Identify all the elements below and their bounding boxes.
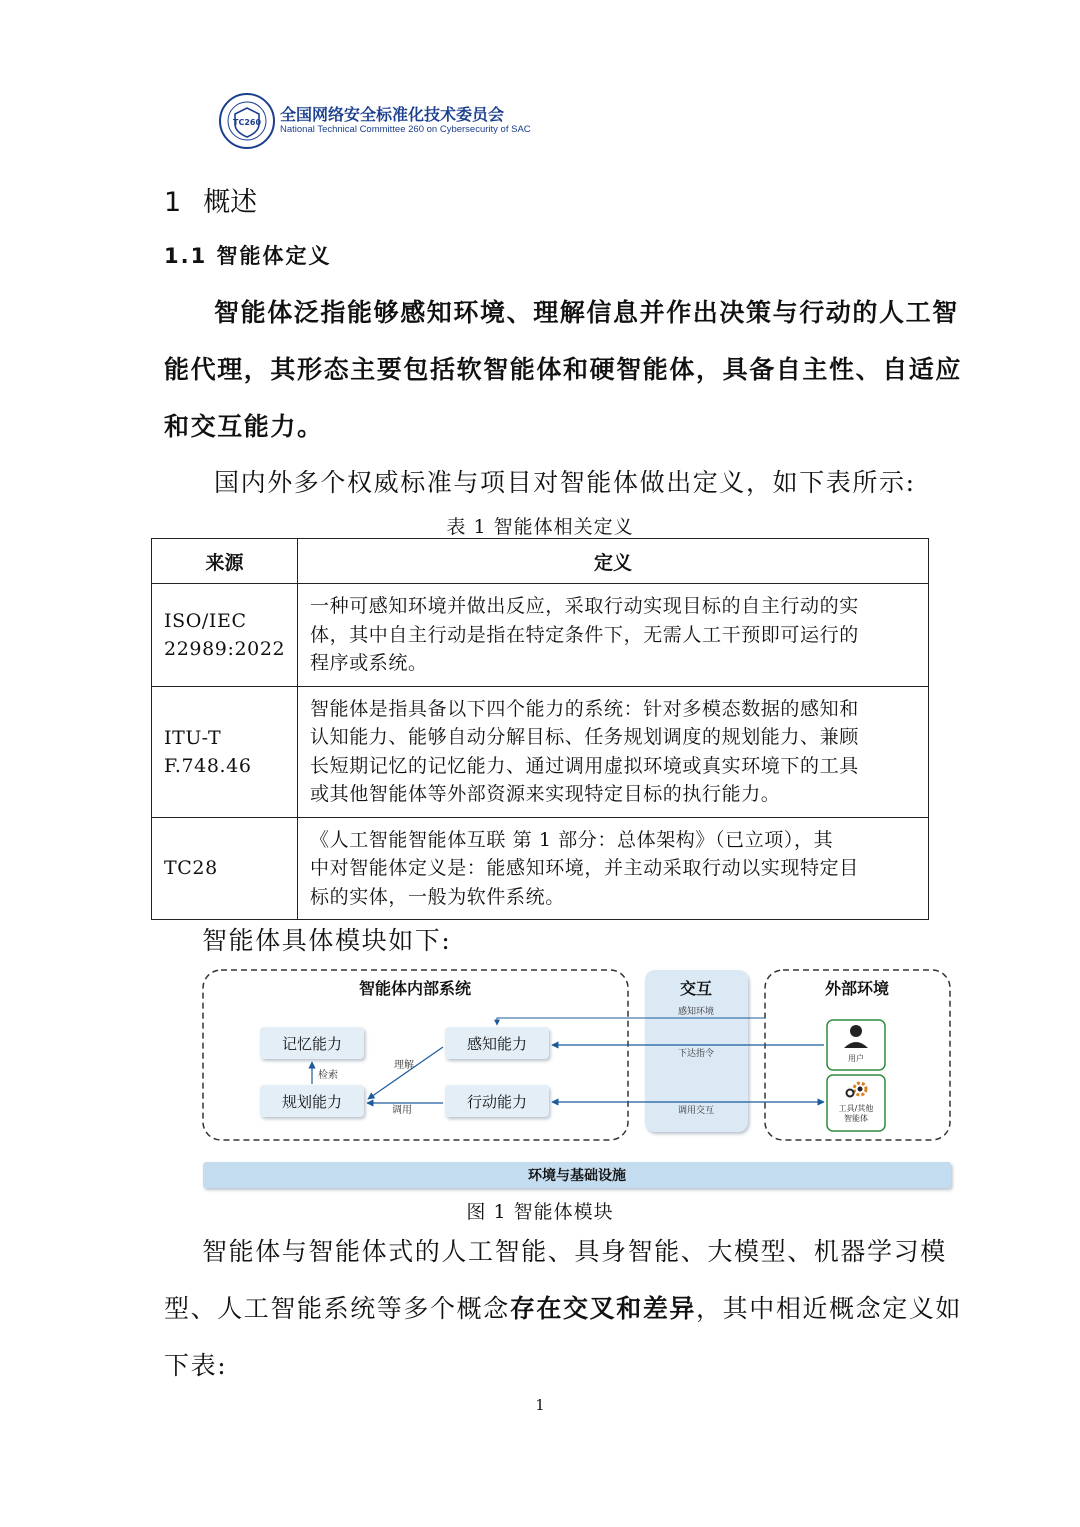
source-cell: ITU-T F.748.46 [152, 686, 298, 817]
intro-line-3: 和交互能力。 [164, 412, 324, 441]
invoke-label: 调用 [392, 1105, 412, 1116]
org-name-en: National Technical Committee 260 on Cybersecurity of SAC [280, 124, 531, 135]
table-row [152, 584, 929, 687]
table-intro: 国内外多个权威标准与项目对智能体做出定义，如下表所示: [214, 468, 916, 497]
agent-module-diagram [200, 965, 955, 1195]
sense-env-label: 感知环境 [677, 1007, 715, 1017]
subsection-title: 智能体定义 [216, 244, 332, 268]
issue-cmd-label: 下达指令 [677, 1049, 715, 1059]
header-source: 来源 [152, 539, 298, 584]
planning-label: 规划能力 [281, 1093, 343, 1111]
header-logo [218, 92, 548, 150]
concepts-line-2: 型、人工智能系统等多个概念存在交叉和差异，其中相近概念定义如 [164, 1294, 963, 1323]
tools-label-2: 智能体 [844, 1114, 868, 1123]
user-label: 用户 [848, 1054, 864, 1063]
understand-label: 理解 [394, 1060, 414, 1071]
source-cell: ISO/IEC 22989:2022 [152, 584, 298, 687]
definition-cell: 《人工智能智能体互联 第 1 部分：总体架构》（已立项），其 中对智能体定义是：能感知环境，并主动采取行动以实现特定目 标的实体，一般为软件系统。 [298, 817, 929, 920]
infrastructure-label: 环境与基础设施 [528, 1168, 626, 1184]
table-caption: 表 1 智能体相关定义 [446, 516, 634, 538]
tc260-seal-icon [218, 92, 276, 150]
table-row [152, 686, 929, 817]
module-intro: 智能体具体模块如下: [202, 926, 452, 955]
definition-cell: 一种可感知环境并做出反应，采取行动实现目标的自主行动的实 体，其中自主行动是指在特定条件下，无需人工干预即可运行的 程序或系统。 [298, 584, 929, 687]
subsection-number: 1.1 [164, 244, 208, 268]
interaction-title: 交互 [679, 979, 713, 998]
emphasis-text: 存在交叉和差异 [509, 1294, 697, 1323]
table-header-row [152, 539, 929, 584]
intro-line-2: 能代理，其形态主要包括软智能体和硬智能体，具备自主性、自适应 [164, 355, 963, 384]
svg-text:TC260: TC260 [232, 118, 262, 127]
internal-system-title: 智能体内部系统 [358, 979, 472, 998]
perception-label: 感知能力 [466, 1035, 528, 1053]
section-title: 概述 [203, 187, 258, 218]
concepts-line-1: 智能体与智能体式的人工智能、具身智能、大模型、机器学习模 [202, 1237, 947, 1266]
definition-cell: 智能体是指具备以下四个能力的系统：针对多模态数据的感知和 认知能力、能够自动分解目标、任务规划调度的规划能力、兼顾 长短期记忆的记忆能力、通过调用虚拟环境或真实环境下的工具 或其他智能体等外部资源来实现特定目标的执行能力。 [298, 686, 929, 817]
definitions-table [151, 538, 929, 920]
intro-line-1: 智能体泛指能够感知环境、理解信息并作出决策与行动的人工智 [214, 298, 959, 327]
concepts-line-3: 下表: [164, 1351, 228, 1380]
memory-label: 记忆能力 [281, 1035, 343, 1053]
understand-arrow [368, 1047, 443, 1099]
diagram-canvas [200, 965, 955, 1195]
source-cell: TC28 [152, 817, 298, 920]
figure-caption: 图 1 智能体模块 [466, 1201, 614, 1223]
action-label: 行动能力 [466, 1093, 528, 1111]
tools-label-1: 工具/其他 [838, 1104, 874, 1113]
section-number: 1 [164, 187, 182, 218]
retrieve-label: 检索 [318, 1070, 338, 1081]
invoke-interact-label: 调用交互 [677, 1106, 715, 1116]
header-definition: 定义 [298, 539, 929, 584]
subsection-heading [164, 240, 332, 270]
page-number: 1 [535, 1396, 545, 1414]
table-row [152, 817, 929, 920]
external-env-title: 外部环境 [824, 979, 890, 998]
section-heading [164, 180, 257, 219]
org-name-cn: 全国网络安全标准化技术委员会 [280, 105, 505, 124]
